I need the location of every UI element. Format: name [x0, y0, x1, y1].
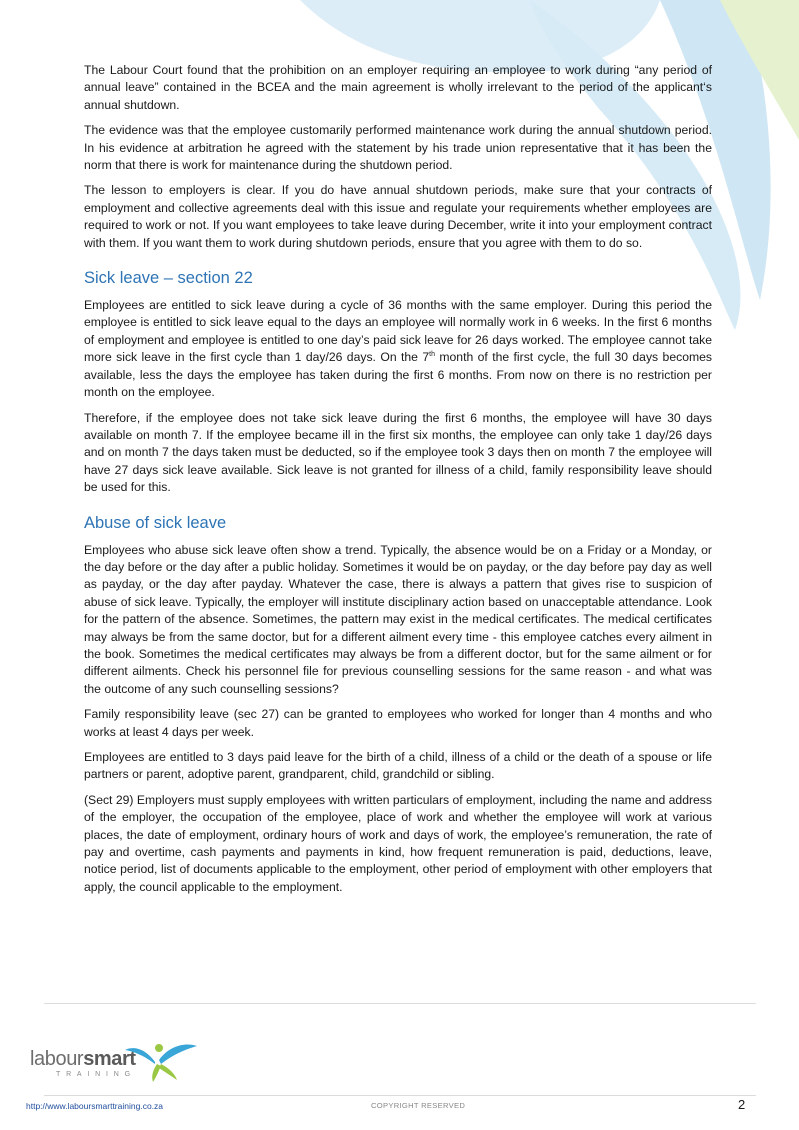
sick-para1-text-a: Employees are entitled to sick leave during a cycle of 36 months with the same employer. During this period the employee is entitled to sick leave equal to the days an employee will normally work in 6 weeks. In the first 6 months of employment and employee is entitled to one day’s paid sick leave for 26 days worked. The employee cannot take more sick leave in the first cycle than 1 day/26 days. On the 7: [84, 298, 712, 365]
sick-leave-paragraph-1: [84, 297, 712, 401]
abuse-paragraph-3: Employees are entitled to 3 days paid leave for the birth of a child, illness of a child or the death of a spouse or life partners or parent, adoptive parent, grandparent, child, grandchild or sibling.: [84, 750, 712, 782]
intro-paragraph-2: The evidence was that the employee customarily performed maintenance work during the annual shutdown period. In his evidence at arbitration he agreed with the statement by his trade union representative that it has been the norm that there is work for maintenance during the shutdown period.: [84, 123, 712, 173]
laboursmart-logo: [30, 1048, 136, 1080]
sick-leave-paragraph-2: Therefore, if the employee does not take sick leave during the first 6 months, the employee will have 30 days available on month 7. If the employee became ill in the first six months, the employee can only take 1 day/26 days and on month 7 the days taken must be deducted, so if the employee took 3 days then on month 7 the employee will have 27 days sick leave available. Sick leave is not granted for illness of a child, family responsibility leave should be used for this.: [84, 410, 712, 495]
logo-figure-icon: [125, 1040, 199, 1082]
heading-sick-leave: Sick leave – section 22: [84, 269, 253, 288]
intro-paragraph-1: The Labour Court found that the prohibition on an employer requiring an employee to work during “any period of annual leave” contained in the BCEA and the main agreement is wholly irrelevant to the period of the applicant‘s annual shutdown.: [84, 63, 712, 112]
footer-website-link[interactable]: http://www.laboursmarttraining.co.za: [26, 1101, 164, 1111]
abuse-paragraph-1: Employees who abuse sick leave often show a trend. Typically, the absence would be on a Friday or a Monday, or the day before or the day after a public holiday. Sometimes it would be on payday, or the day before pay day as well as payday, or the day after payday. Whatever the case, there is always a pattern that gives rise to suspicion of abuse of sick leave. Typically, the employer will institute disciplinary action based on unacceptable attendance. Look for the pattern of the absence. Sometimes, the pattern may exist in the medical certificates. The medical certificates may always be from the same doctor, but for a different ailment every time - this employee catches every ailment in the book. Sometimes the medical certificates may always be from a different doctor, but for the same ailment or for different ailments. Check his personnel file for previous counselling sessions for the same reason - and what was the outcome of any such counselling sessions?: [84, 542, 712, 696]
footer-top-divider: [44, 1003, 756, 1004]
sick-para1-text-b: month of the first cycle, the full 30 days becomes available, less the days the employee has taken during the first 6 months. From now on there is no restriction per month on the employee.: [84, 350, 713, 400]
footer-copyright: COPYRIGHT RESERVED: [371, 1101, 466, 1110]
logo-wordmark: laboursmart: [30, 1048, 136, 1070]
footer-bottom-divider: [44, 1095, 756, 1096]
page-number: 2: [738, 1097, 746, 1112]
intro-paragraph-3: The lesson to employers is clear. If you do have annual shutdown periods, make sure that your contracts of employment and collective agreements deal with this issue and regulate your requirements whether employees are required to work or not. If you want employees to take leave during December, write it into your employment contract with them. If you want them to work during shutdown periods, ensure that you agree with them to do so.: [84, 183, 712, 250]
abuse-paragraph-4: (Sect 29) Employers must supply employees with written particulars of employment, including the name and address of the employer, the occupation of the employee, place of work and whether the employee will work at various places, the date of employment, ordinary hours of work and days of work, the employee’s remuneration, the rate of pay and overtime, cash payments and payments in kind, how frequent remuneration is paid, deductions, leave, notice period, list of documents applicable to the employment, other period of employment with other employers that apply, the council applicable to the employment.: [84, 792, 712, 894]
sick-para1-superscript: th: [429, 351, 435, 359]
document-body: [84, 62, 712, 904]
abuse-paragraph-2: Family responsibility leave (sec 27) can be granted to employees who worked for longer than 4 months and who works at least 4 days per week.: [84, 707, 712, 739]
logo-subtitle: TRAINING: [56, 1071, 136, 1078]
heading-abuse-of-sick-leave: Abuse of sick leave: [84, 513, 227, 532]
